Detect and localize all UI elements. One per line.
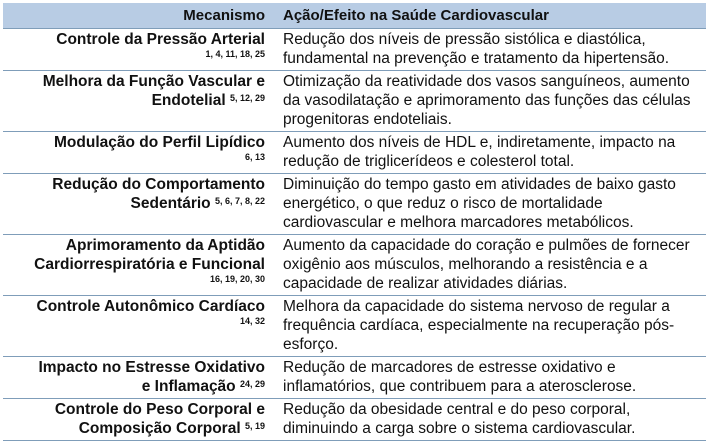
mechanism-cell <box>3 296 275 357</box>
mechanism-cell <box>3 71 275 132</box>
mechanism-label: Controle Autonômico Cardíaco <box>36 298 265 315</box>
header-effect: Ação/Efeito na Saúde Cardiovascular <box>275 3 706 29</box>
effect-cell: Otimização da reatividade dos vasos sanguíneos, aumento da vasodilatação e aprimoramento das funções das células progenitoras endoteliais. <box>275 71 706 132</box>
mechanism-cell <box>3 132 275 174</box>
mechanism-label-line1: Redução do Comportamento <box>52 176 265 193</box>
table-row <box>3 235 706 296</box>
table-row <box>3 174 706 235</box>
mechanism-refs: 24, 29 <box>239 379 265 389</box>
effect-cell: Redução da obesidade central e do peso corporal, diminuindo a carga sobre o sistema cardiovascular. <box>275 399 706 441</box>
effect-cell: Redução dos níveis de pressão sistólica e diastólica, fundamental na prevenção e tratamento da hipertensão. <box>275 29 706 71</box>
mechanism-label: Modulação do Perfil Lipídico <box>54 134 265 151</box>
mechanism-cell <box>3 399 275 441</box>
mechanism-refs: 1, 4, 11, 18, 25 <box>205 49 265 59</box>
mechanism-refs: 16, 19, 20, 30 <box>209 274 265 284</box>
table-row <box>3 71 706 132</box>
table-header-row <box>3 3 706 29</box>
table-row <box>3 29 706 71</box>
mechanism-label-line1: Impacto no Estresse Oxidativo <box>38 359 265 376</box>
table-row <box>3 357 706 399</box>
mechanism-refs: 5, 6, 7, 8, 22 <box>214 196 265 206</box>
mechanism-refs: 6, 13 <box>244 152 265 162</box>
table-row <box>3 132 706 174</box>
mechanisms-table <box>3 3 706 441</box>
mechanism-label-line2: Composição Corporal <box>78 420 241 437</box>
mechanism-refs: 14, 32 <box>239 316 265 326</box>
mechanism-cell <box>3 235 275 296</box>
mechanism-label-line1: Aprimoramento da Aptidão <box>65 237 265 254</box>
table-row <box>3 399 706 441</box>
mechanism-cell <box>3 174 275 235</box>
mechanism-label-line1: Melhora da Função Vascular e <box>42 73 265 90</box>
mechanism-label-line2: e Inflamação <box>141 378 236 395</box>
mechanism-label: Controle da Pressão Arterial <box>56 31 265 48</box>
mechanism-label-line2: Sedentário <box>130 195 211 212</box>
mechanism-label-line2: Cardiorrespiratória e Funcional <box>34 256 265 273</box>
mechanism-label-line2: Endotelial <box>151 92 226 109</box>
effect-cell: Diminuição do tempo gasto em atividades de baixo gasto energético, o que reduz o risco de mortalidade cardiovascular e melhora marcadores metabólicos. <box>275 174 706 235</box>
effect-cell: Aumento dos níveis de HDL e, indiretamente, impacto na redução de triglicerídeos e colesterol total. <box>275 132 706 174</box>
header-mechanism: Mecanismo <box>3 3 275 29</box>
mechanism-refs: 5, 19 <box>244 421 265 431</box>
effect-cell: Redução de marcadores de estresse oxidativo e inflamatórios, que contribuem para a aterosclerose. <box>275 357 706 399</box>
mechanism-label-line1: Controle do Peso Corporal e <box>54 401 265 418</box>
mechanism-refs: 5, 12, 29 <box>229 93 265 103</box>
effect-cell: Melhora da capacidade do sistema nervoso de regular a frequência cardíaca, especialmente na recuperação pós-esforço. <box>275 296 706 357</box>
mechanism-cell <box>3 357 275 399</box>
table-row <box>3 296 706 357</box>
effect-cell: Aumento da capacidade do coração e pulmões de fornecer oxigênio aos músculos, melhorando a resistência e a capacidade de realizar atividades diárias. <box>275 235 706 296</box>
mechanism-cell <box>3 29 275 71</box>
